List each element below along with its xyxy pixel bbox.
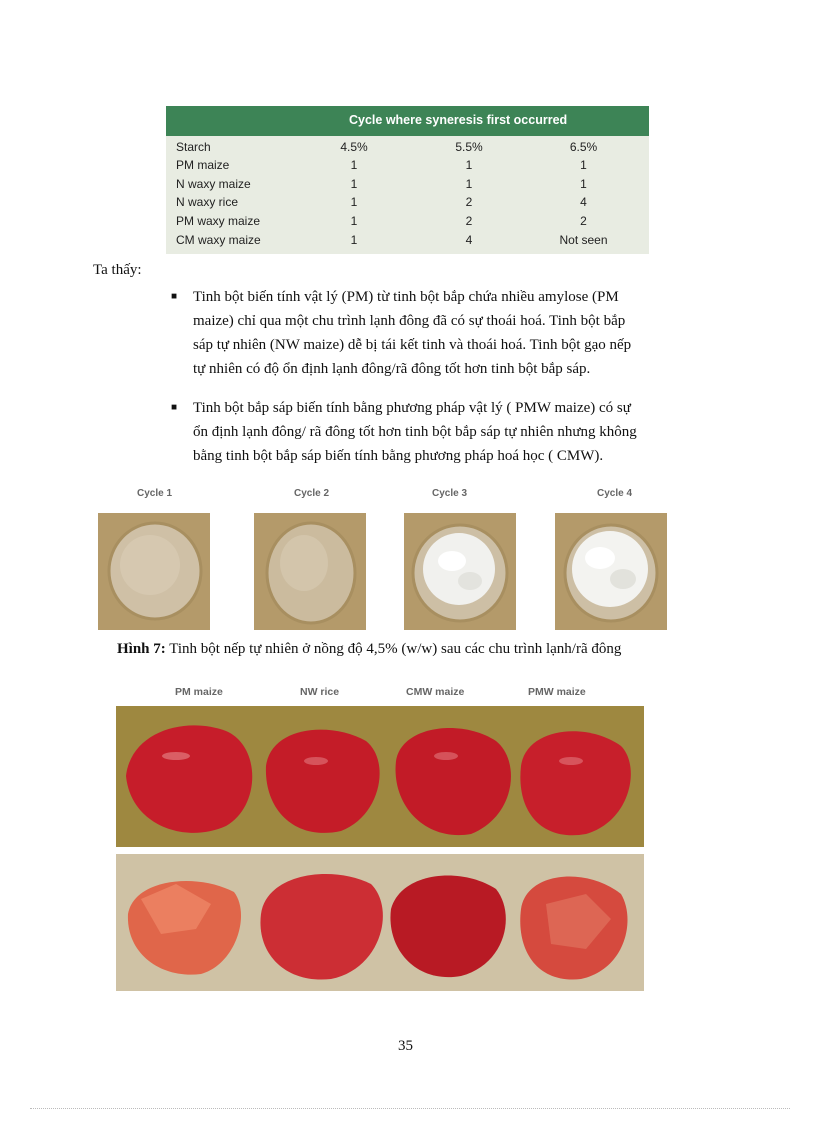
table-cell: 4 bbox=[465, 232, 473, 247]
bullet-line: ổn định lạnh đông/ rã đông tốt hơn tinh bột bắp sáp tự nhiên nhưng không bbox=[193, 424, 637, 440]
bullet-line: tự nhiên có độ ổn định lạnh đông/rã đông tốt hơn tinh bột bắp sáp. bbox=[193, 361, 591, 377]
table-row bbox=[166, 192, 649, 211]
table-cell: 1 bbox=[350, 176, 358, 191]
table-cell: 5.5% bbox=[455, 140, 483, 154]
table-cell: 2 bbox=[465, 214, 473, 229]
table-row bbox=[166, 155, 649, 174]
table-cell: N waxy maize bbox=[176, 176, 251, 191]
bullet-item bbox=[171, 396, 716, 468]
gel-label: CMW maize bbox=[406, 686, 465, 698]
page-number: 35 bbox=[398, 1038, 413, 1054]
gel-photo-after bbox=[116, 854, 644, 991]
table-cell: 1 bbox=[465, 157, 473, 172]
cycle-4-photo bbox=[555, 513, 667, 630]
bullet-line: Tinh bột bắp sáp biến tính bằng phương pháp vật lý ( PMW maize) có sự bbox=[193, 400, 631, 416]
table-header bbox=[166, 106, 649, 136]
table-cell: 1 bbox=[350, 195, 358, 210]
table-row bbox=[166, 136, 649, 155]
table-cell: 2 bbox=[580, 214, 587, 229]
table-cell: PM maize bbox=[176, 157, 230, 172]
cycle-3-photo bbox=[404, 513, 516, 630]
bullet-text bbox=[171, 285, 716, 381]
table-cell: 1 bbox=[350, 214, 358, 229]
gel-label: PMW maize bbox=[528, 686, 586, 698]
table-cell: 4.5% bbox=[340, 140, 368, 154]
cycle-2-photo bbox=[254, 513, 366, 630]
table-cell: 6.5% bbox=[569, 140, 598, 154]
table-cell: 2 bbox=[465, 195, 473, 210]
bullet-text bbox=[171, 396, 716, 468]
table-row bbox=[166, 211, 649, 230]
bullet-line: sáp tự nhiên (NW maize) dễ bị tái kết tinh và thoái hoá. Tinh bột gạo nếp bbox=[193, 337, 632, 353]
bullet-line: Tinh bột biến tính vật lý (PM) từ tinh bột bắp chứa nhiều amylose (PM bbox=[193, 289, 619, 305]
bullet-line: maize) chỉ qua một chu trình lạnh đông đã có sự thoái hoá. Tinh bột bắp bbox=[193, 313, 626, 329]
footer-divider bbox=[30, 1108, 790, 1109]
square-bullet-icon: ■ bbox=[171, 402, 178, 413]
table-cell: 1 bbox=[580, 176, 587, 191]
table-cell: 1 bbox=[580, 157, 587, 172]
syneresis-table bbox=[166, 106, 649, 254]
square-bullet-icon: ■ bbox=[171, 291, 178, 302]
bullet-line: bằng tinh bột bắp sáp biến tính bằng phương pháp hoá học ( CMW). bbox=[193, 448, 604, 464]
table-cell: N waxy rice bbox=[176, 195, 239, 210]
table-cell: Not seen bbox=[559, 232, 608, 247]
caption-label: Hình 7: bbox=[117, 641, 166, 657]
table-cell: Starch bbox=[176, 140, 211, 154]
intro-text: Ta thấy: bbox=[93, 262, 142, 278]
gel-label: NW rice bbox=[300, 686, 340, 698]
table-row bbox=[166, 230, 649, 249]
table-cell: CM waxy maize bbox=[176, 232, 261, 247]
table-row bbox=[166, 174, 649, 193]
table-cell: 1 bbox=[465, 176, 473, 191]
cycle-1-photo bbox=[98, 513, 210, 630]
cycle-label: Cycle 1 bbox=[137, 488, 173, 499]
table-header-text: Cycle where syneresis first occurred bbox=[349, 113, 568, 127]
cycle-label: Cycle 2 bbox=[294, 488, 330, 499]
gel-photo-before bbox=[116, 706, 644, 847]
bullet-item bbox=[171, 285, 716, 381]
table-cell: 1 bbox=[350, 157, 358, 172]
table-cell: 4 bbox=[580, 195, 587, 210]
table-cell: PM waxy maize bbox=[176, 214, 261, 229]
table-cell: 1 bbox=[350, 232, 358, 247]
caption-text: Tinh bột nếp tự nhiên ở nồng độ 4,5% (w/w) sau các chu trình lạnh/rã đông bbox=[165, 641, 622, 657]
cycle-label: Cycle 3 bbox=[432, 488, 468, 499]
figure-7-caption bbox=[117, 641, 621, 658]
gel-label: PM maize bbox=[175, 686, 223, 698]
cycle-label: Cycle 4 bbox=[597, 488, 633, 499]
